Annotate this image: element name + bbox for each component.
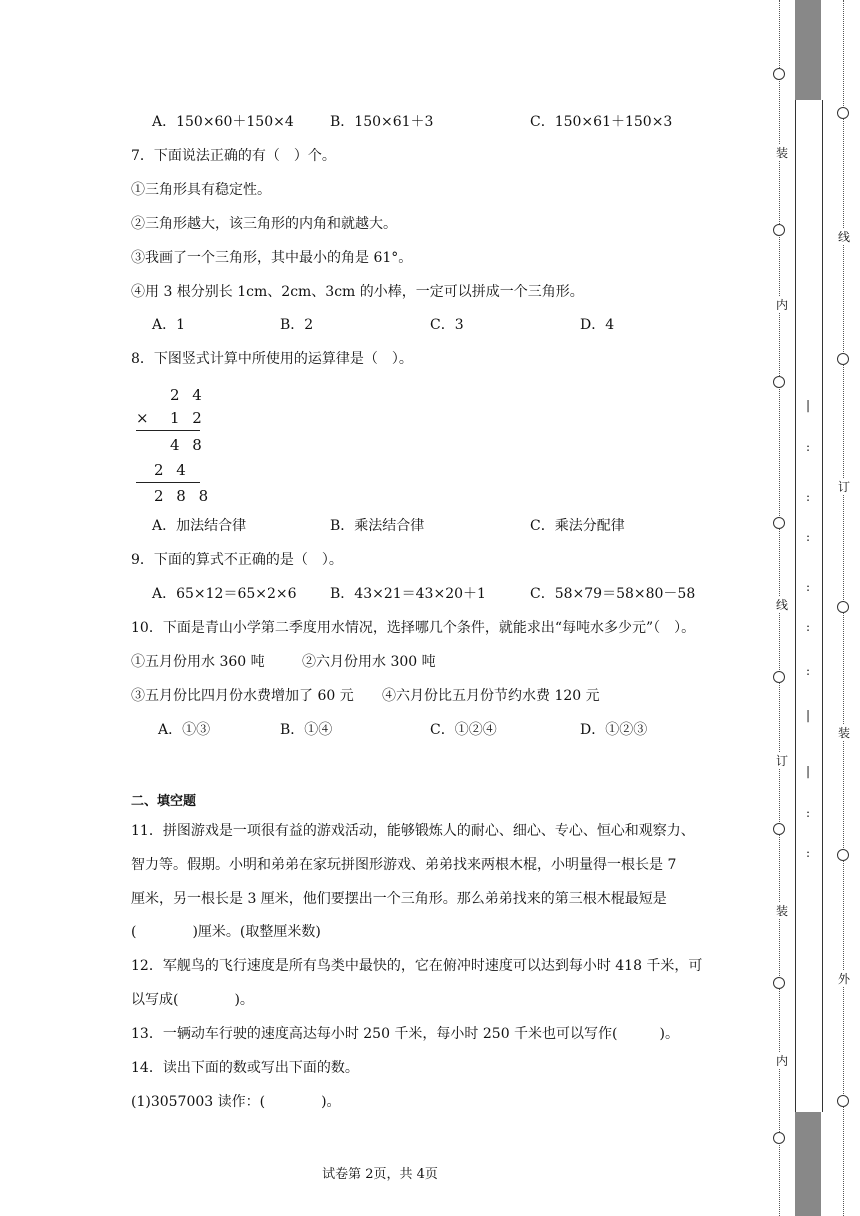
binding-mark: : (805, 806, 811, 820)
gray-band-bottom (795, 1112, 821, 1216)
binding-circle (837, 1095, 849, 1107)
binding-mark: | (805, 398, 811, 412)
q7-option-a: A．1 (152, 317, 186, 333)
binding-circle (773, 68, 785, 80)
binding-mark: | (805, 708, 811, 722)
q6-option-a: A．150×60＋150×4 (152, 114, 294, 130)
binding-mark: : (805, 440, 811, 454)
q11-line-1: 11．拼图游戏是一项很有益的游戏活动，能够锻炼人的耐心、细心、专心、恒心和观察力、 (131, 823, 695, 839)
q10-condition-2: ②六月份用水 300 吨 (302, 654, 436, 670)
calc-product: 2 8 8 (154, 487, 213, 505)
binding-circle (773, 517, 785, 529)
q8-option-c: C．乘法分配律 (530, 518, 625, 534)
binding-circle (773, 671, 785, 683)
q11-line-4: ( )厘米。(取整厘米数) (131, 924, 321, 940)
q7-option-c: C．3 (430, 317, 464, 333)
q10-option-d: D．①②③ (580, 722, 648, 738)
binding-label-zhuang: 装 (775, 146, 788, 160)
calc-rule-2 (136, 482, 200, 483)
calc-partial-1: 4 8 (170, 436, 206, 454)
q7-statement-1: ①三角形具有稳定性。 (131, 182, 271, 198)
binding-mark: : (805, 664, 811, 678)
binding-circle (773, 977, 785, 989)
binding-mark: : (805, 530, 811, 544)
q8-option-b: B．乘法结合律 (330, 518, 425, 534)
q6-option-b: B．150×61＋3 (330, 114, 434, 130)
q7-statement-2: ②三角形越大，该三角形的内角和就越大。 (131, 216, 397, 232)
q10-condition-1: ①五月份用水 360 吨 (131, 654, 265, 670)
q11-line-2: 智力等。假期。小明和弟弟在家玩拼图形游戏、弟弟找来两根木棍，小明量得一根长是 7 (131, 857, 677, 873)
q9-option-a: A．65×12＝65×2×6 (152, 586, 297, 602)
binding-mark: : (805, 846, 811, 860)
binding-label-xian: 线 (775, 598, 788, 612)
binding-label-ding-outer: 订 (837, 480, 850, 494)
q12-line-2: 以写成( )。 (131, 992, 254, 1008)
q9-option-c: C．58×79＝58×80－58 (530, 586, 696, 602)
q8-stem: 8．下图竖式计算中所使用的运算律是（ ）。 (131, 351, 413, 367)
q6-option-c: C．150×61＋150×3 (530, 114, 673, 130)
binding-label-nei: 内 (775, 298, 788, 312)
q10-stem: 10．下面是青山小学第二季度用水情况，选择哪几个条件，就能求出“每吨水多少元”（ ）。 (131, 620, 696, 636)
calc-multiplicand: 2 4 (170, 386, 206, 404)
section-title-fill-blank: 二、填空题 (131, 794, 197, 809)
q7-stem: 7．下面说法正确的有（ ）个。 (131, 148, 336, 164)
q10-option-a: A．①③ (158, 722, 211, 738)
q14-stem: 14．读出下面的数或写出下面的数。 (131, 1060, 359, 1076)
q10-option-b: B．①④ (280, 722, 333, 738)
binding-circle (773, 224, 785, 236)
q9-stem: 9．下面的算式不正确的是（ ）。 (131, 552, 343, 568)
q10-condition-4: ④六月份比五月份节约水费 120 元 (382, 688, 600, 704)
binding-circle (837, 849, 849, 861)
binding-circle (837, 107, 849, 119)
q10-condition-3: ③五月份比四月份水费增加了 60 元 (131, 688, 354, 704)
binding-circle (837, 601, 849, 613)
binding-circle (773, 1132, 785, 1144)
page-footer: 试卷第 2页，共 4页 (322, 1167, 438, 1182)
binding-label-nei-2: 内 (775, 1054, 788, 1068)
q11-line-3: 厘米，另一根长是 3 厘米，他们要摆出一个三角形。那么弟弟找来的第三根木棍最短是 (131, 891, 667, 907)
q12-line-1: 12．军舰鸟的飞行速度是所有鸟类中最快的，它在俯冲时速度可以达到每小时 418 千米，可 (131, 958, 703, 974)
binding-mark: : (805, 490, 811, 504)
vertical-multiplication (130, 382, 213, 512)
q13-line: 13．一辆动车行驶的速度高达每小时 250 千米，每小时 250 千米也可以写作( )。 (131, 1026, 679, 1042)
q7-option-b: B．2 (280, 317, 314, 333)
calc-times-sign: × (136, 409, 153, 427)
gray-band-top (795, 0, 821, 100)
binding-label-zhuang-2: 装 (775, 904, 788, 918)
q8-option-a: A．加法结合律 (152, 518, 247, 534)
binding-circle (837, 353, 849, 365)
binding-mark: | (805, 764, 811, 778)
binding-circle (773, 823, 785, 835)
calc-partial-2: 2 4 (154, 461, 190, 479)
binding-circle (773, 376, 785, 388)
q7-option-d: D．4 (580, 317, 615, 333)
q7-statement-3: ③我画了一个三角形，其中最小的角是 61°。 (131, 250, 413, 266)
q9-option-b: B．43×21＝43×20＋1 (330, 586, 486, 602)
binding-label-zhuang-outer: 装 (837, 726, 850, 740)
binding-label-ding: 订 (775, 754, 788, 768)
calc-multiplier: 1 2 (170, 409, 206, 427)
binding-label-wai-outer: 外 (837, 972, 850, 986)
q14-sub-1: (1)3057003 读作：( )。 (131, 1094, 341, 1110)
binding-label-xian-outer: 线 (837, 230, 850, 244)
q10-option-c: C．①②④ (430, 722, 497, 738)
binding-mark: : (805, 580, 811, 594)
q7-statement-4: ④用 3 根分别长 1cm、2cm、3cm 的小棒，一定可以拼成一个三角形。 (131, 284, 584, 300)
calc-rule-1 (136, 430, 200, 431)
binding-mark: : (805, 620, 811, 634)
white-band (795, 100, 823, 1112)
